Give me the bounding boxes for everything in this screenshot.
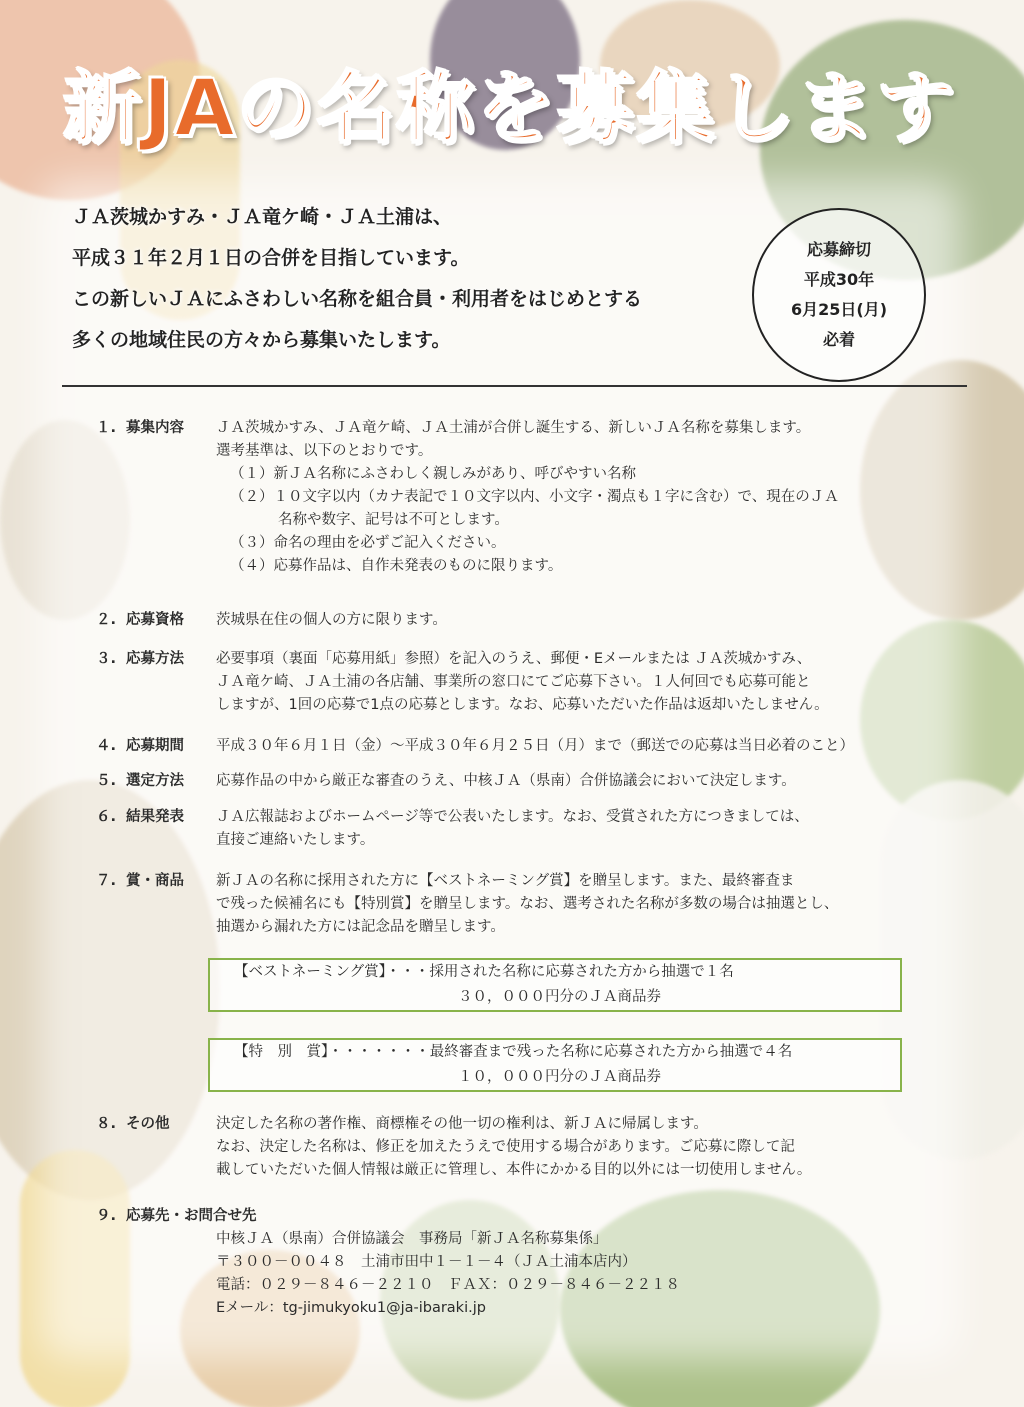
section-line: 平成３０年６月１日（金）～平成３０年６月２５日（月）まで（郵送での応募は当日必着のこと） [216,738,854,754]
contact-address: 〒３００－００４８ 土浦市田中１－１－４（ＪＡ土浦本店内） [216,1254,637,1270]
section-number: ８. [96,1116,117,1132]
section-line: 抽選から漏れた方には記念品を贈呈します。 [216,919,505,935]
section-line: しますが、1回の応募で1点の応募とします。なお、応募いただいた作品は返却いたしません。 [216,697,829,713]
prize-reward: ３０，０００円分のＪＡ商品券 [458,989,661,1005]
section-body [216,770,1006,793]
prize-reward: １０，０００円分のＪＡ商品券 [458,1069,661,1085]
section-line: ＪＡ竜ケ崎、ＪＡ土浦の各店舗、事業所の窓口にてご応募下さい。１人何回でも応募可能と [216,674,811,690]
section-heading: 選定方法 [126,773,184,789]
section-number: ４. [96,738,117,754]
criteria-item: （１）新ＪＡ名称にふさわしく親しみがあり、呼びやすい名称 [230,466,636,482]
page-title: 新JAの名称を募集します [63,64,957,154]
section-body [216,806,1006,852]
section-body [216,648,1006,717]
section-heading: 応募方法 [126,651,184,667]
section-line: 必要事項（裏面「応募用紙」参照）を記入のうえ、郵便・Eメールまたは ＪＡ茨城かすみ、 [216,651,812,667]
section-line: なお、決定した名称は、修正を加えたうえで使用する場合があります。ご応募に際して記 [216,1139,795,1155]
intro-line: 多くの地域住民の方々から募集いたします。 [72,329,451,351]
section-number: ９. [96,1208,117,1224]
section-number: ５. [96,773,117,789]
contact-phone-fax: 電話：０２９－８４６－２２１０ ＦＡＸ：０２９－８４６－２２１８ [216,1277,680,1293]
section-number: ２. [96,612,117,628]
section-number: ７. [96,873,117,889]
deadline-line: 必着 [822,330,855,349]
section-number: ３. [96,651,117,667]
section-body [216,609,1006,632]
section-heading: 応募期間 [126,738,184,754]
prize-description: 【特 別 賞】・・・・・・・最終審査まで残った名称に応募された方から抽選で４名 [234,1044,793,1060]
section-line: 直接ご連絡いたします。 [216,832,375,848]
contact-details [216,1228,1006,1320]
section-heading: 応募資格 [126,612,184,628]
section-heading: その他 [126,1116,170,1132]
section-heading: 募集内容 [126,420,184,436]
section-heading: 応募先・お問合せ先 [126,1208,257,1224]
section-line: ＪＡ茨城かすみ、ＪＡ竜ケ崎、ＪＡ土浦が合併し誕生する、新しいＪＡ名称を募集します。 [216,420,811,436]
section-line: ＪＡ広報誌およびホームページ等で公表いたします。なお、受賞された方につきましては、 [216,809,809,825]
section-heading: 賞・商品 [126,873,184,889]
deadline-badge [752,208,926,382]
deadline-line: 平成30年 [803,270,875,289]
prize-description: 【ベストネーミング賞】・・・採用された名称に応募された方から抽選で１名 [234,964,734,980]
contact-email[interactable]: Eメール：tg-jimukyoku1@ja-ibaraki.jp [216,1300,486,1316]
section-body [216,417,1006,578]
criteria-item: （４）応募作品は、自作未発表のものに限ります。 [230,558,563,574]
intro-line: 平成３１年２月１日の合併を目指しています。 [72,247,470,269]
section-body [216,870,1006,939]
prize-box-special [208,1038,902,1092]
section-line: 決定した名称の著作権、商標権その他一切の権利は、新ＪＡに帰属します。 [216,1116,708,1132]
section-body [216,735,1006,758]
section-line: 茨城県在住の個人の方に限ります。 [216,612,447,628]
section-line: で残った候補名にも【特別賞】を贈呈します。なお、選考された名称が多数の場合は抽選とし、 [216,896,839,912]
criteria-item: 名称や数字、記号は不可とします。 [278,512,509,528]
section-number: ６. [96,809,117,825]
intro [72,204,752,368]
criteria-item: （３）命名の理由を必ずご記入ください。 [230,535,506,551]
section-line: 選考基準は、以下のとおりです。 [216,443,433,459]
divider [62,385,967,387]
section-line: 載していただいた個人情報は厳正に管理し、本件にかかる目的以外には一切使用しません。 [216,1162,812,1178]
section-line: 新ＪＡの名称に採用された方に【ベストネーミング賞】を贈呈します。また、最終審査ま [216,873,795,889]
intro-line: この新しいＪＡにふさわしい名称を組合員・利用者をはじめとする [72,288,643,310]
contact-organization: 中核ＪＡ（県南）合併協議会 事務局「新ＪＡ名称募集係」 [216,1231,608,1247]
deadline-line: 応募締切 [806,240,871,259]
section-body [216,1113,1006,1182]
section-heading: 結果発表 [126,809,184,825]
deadline-line: 6月25日(月) [790,300,888,319]
section-number: １. [96,420,117,436]
section-line: 応募作品の中から厳正な審査のうえ、中核ＪＡ（県南）合併協議会において決定します。 [216,773,796,789]
intro-line: ＪＡ茨城かすみ・ＪＡ竜ケ崎・ＪＡ土浦は、 [72,206,453,228]
criteria-item: （２）１０文字以内（カナ表記で１０文字以内、小文字・濁点も１字に含む）で、現在のＪＡ [230,489,839,505]
prize-box-best-naming [208,958,902,1012]
